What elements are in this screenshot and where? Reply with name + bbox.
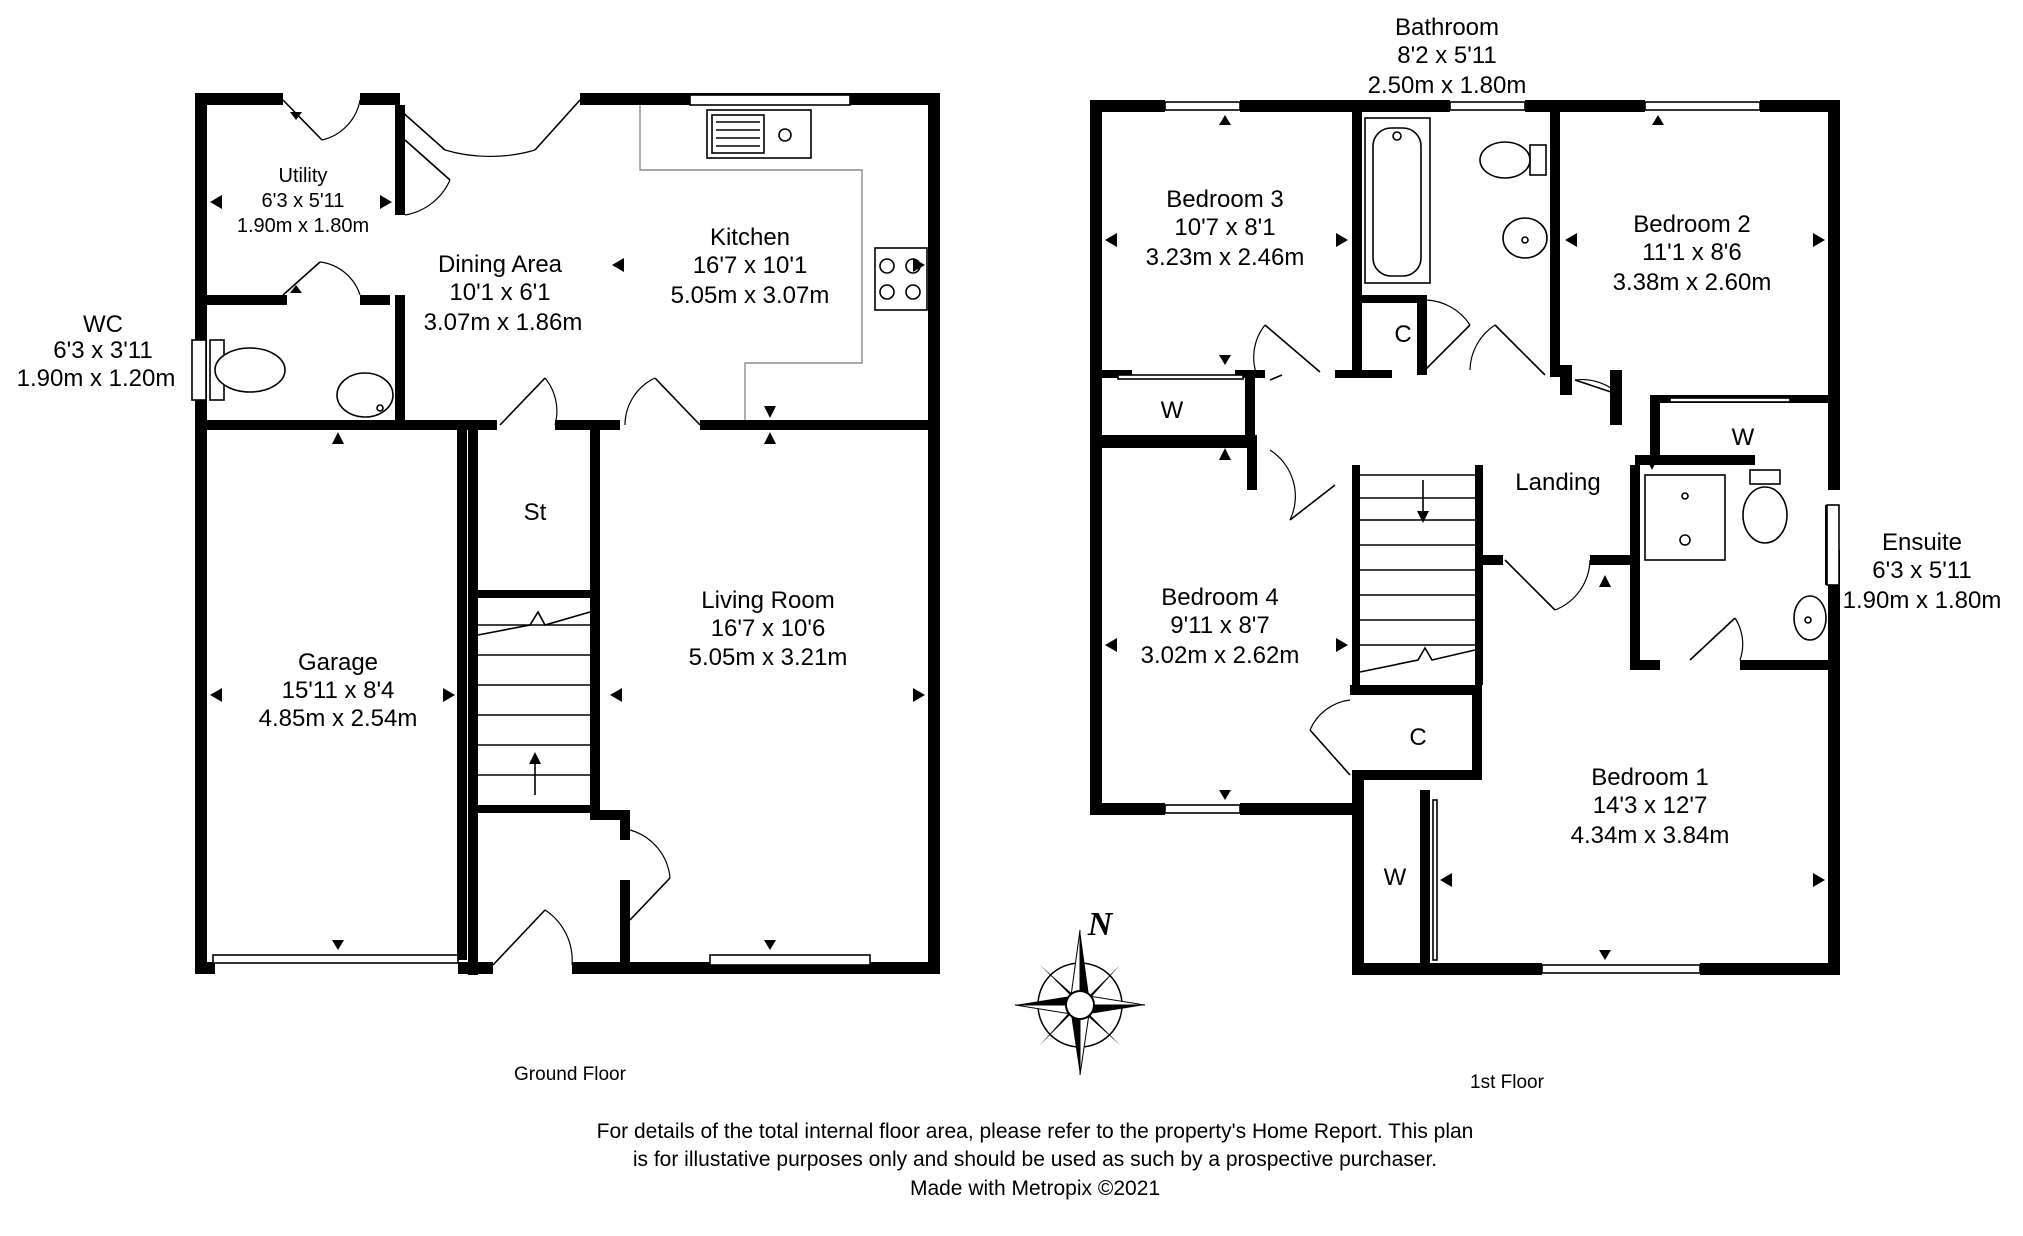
wc-name: WC <box>83 311 123 338</box>
kitchen-metric: 5.05m x 3.07m <box>670 282 830 309</box>
toilet-icon <box>1480 142 1546 178</box>
compass-rose-icon <box>1015 906 1145 1075</box>
toilet-icon <box>210 340 285 400</box>
wardrobe-label: W <box>1383 864 1407 891</box>
footer-line-3: Made with Metropix ©2021 <box>909 1177 1161 1200</box>
first-floor-label: 1st Floor <box>1470 1072 1544 1093</box>
wardrobe-label: W <box>1160 397 1184 424</box>
kitchen-name: Kitchen <box>709 224 791 251</box>
bedroom1-imperial: 14'3 x 12'7 <box>1592 792 1708 819</box>
landing-name: Landing <box>1515 469 1601 496</box>
bedroom1-metric: 4.34m x 3.84m <box>1570 822 1730 849</box>
bedroom4-metric: 3.02m x 2.62m <box>1140 642 1300 669</box>
shower-icon <box>1645 475 1725 560</box>
bedroom2-window <box>1645 102 1760 110</box>
utility-metric: 1.90m x 1.80m <box>236 215 370 237</box>
footer-line-1: For details of the total internal floor area, please refer to the property's Home Report. This plan <box>596 1120 1474 1143</box>
garage-door <box>213 955 458 963</box>
first-floor <box>1090 14 2001 1093</box>
kitchen-window <box>690 95 850 105</box>
store-name: St <box>523 499 547 526</box>
wardrobe-rail <box>1118 375 1243 379</box>
ensuite-metric: 1.90m x 1.80m <box>1842 587 2002 614</box>
bedroom2-metric: 3.38m x 2.60m <box>1612 269 1772 296</box>
dining-metric: 3.07m x 1.86m <box>423 309 583 336</box>
garage-name: Garage <box>297 649 379 676</box>
hob-icon <box>875 248 927 310</box>
wardrobe-rail <box>1670 398 1790 402</box>
ground-stairs <box>478 612 590 795</box>
bathroom-imperial: 8'2 x 5'11 <box>1397 42 1497 69</box>
ground-floor-label: Ground Floor <box>514 1064 626 1085</box>
garage-metric: 4.85m x 2.54m <box>258 705 418 732</box>
living-window <box>710 955 870 965</box>
ensuite-window <box>1827 505 1839 585</box>
utility-imperial: 6'3 x 5'11 <box>261 190 345 212</box>
wc-metric: 1.90m x 1.20m <box>16 365 176 392</box>
toilet-icon <box>1743 470 1787 543</box>
basin-icon <box>1503 218 1547 258</box>
ground-dimension-arrows <box>210 112 925 950</box>
bedroom2-imperial: 11'1 x 8'6 <box>1642 239 1742 266</box>
cupboard-label: C <box>1409 724 1427 751</box>
living-imperial: 16'7 x 10'6 <box>710 615 826 642</box>
bedroom3-name: Bedroom 3 <box>1166 186 1284 213</box>
wardrobe-label: W <box>1731 424 1755 451</box>
basin-icon <box>337 373 393 417</box>
ground-floor <box>17 93 940 1085</box>
bath-icon <box>1365 118 1430 283</box>
bedroom3-window <box>1165 102 1240 110</box>
living-metric: 5.05m x 3.21m <box>688 644 848 671</box>
bedroom4-imperial: 9'11 x 8'7 <box>1170 612 1270 639</box>
dining-name: Dining Area <box>437 251 563 278</box>
bathroom-name: Bathroom <box>1394 14 1500 41</box>
ensuite-name: Ensuite <box>1881 529 1963 556</box>
living-name: Living Room <box>701 587 835 614</box>
wc-imperial: 6'3 x 3'11 <box>53 337 153 364</box>
footer-line-2: is for illustative purposes only and should be used as such by a prospective purchaser. <box>632 1148 1438 1171</box>
kitchen-imperial: 16'7 x 10'1 <box>692 252 808 279</box>
bedroom4-name: Bedroom 4 <box>1161 584 1279 611</box>
bedroom1-name: Bedroom 1 <box>1591 764 1709 791</box>
bedroom3-metric: 3.23m x 2.46m <box>1145 244 1305 271</box>
utility-name: Utility <box>278 165 328 187</box>
basin-icon <box>1794 596 1826 640</box>
compass-north-label: N <box>1087 906 1113 943</box>
wc-window <box>192 340 206 400</box>
first-floor-stairs <box>1360 475 1475 672</box>
bathroom-window <box>1450 102 1525 110</box>
bedroom3-imperial: 10'7 x 8'1 <box>1174 214 1276 241</box>
ensuite-imperial: 6'3 x 5'11 <box>1872 557 1972 584</box>
dining-imperial: 10'1 x 6'1 <box>449 279 551 306</box>
garage-imperial: 15'11 x 8'4 <box>281 677 395 704</box>
bedroom2-name: Bedroom 2 <box>1633 211 1751 238</box>
bathroom-metric: 2.50m x 1.80m <box>1367 72 1527 99</box>
bedroom4-window <box>1165 805 1240 813</box>
sink-icon <box>707 110 811 158</box>
cupboard-label: C <box>1394 321 1412 348</box>
wardrobe-rail <box>1433 800 1437 960</box>
bedroom1-window <box>1542 965 1700 973</box>
